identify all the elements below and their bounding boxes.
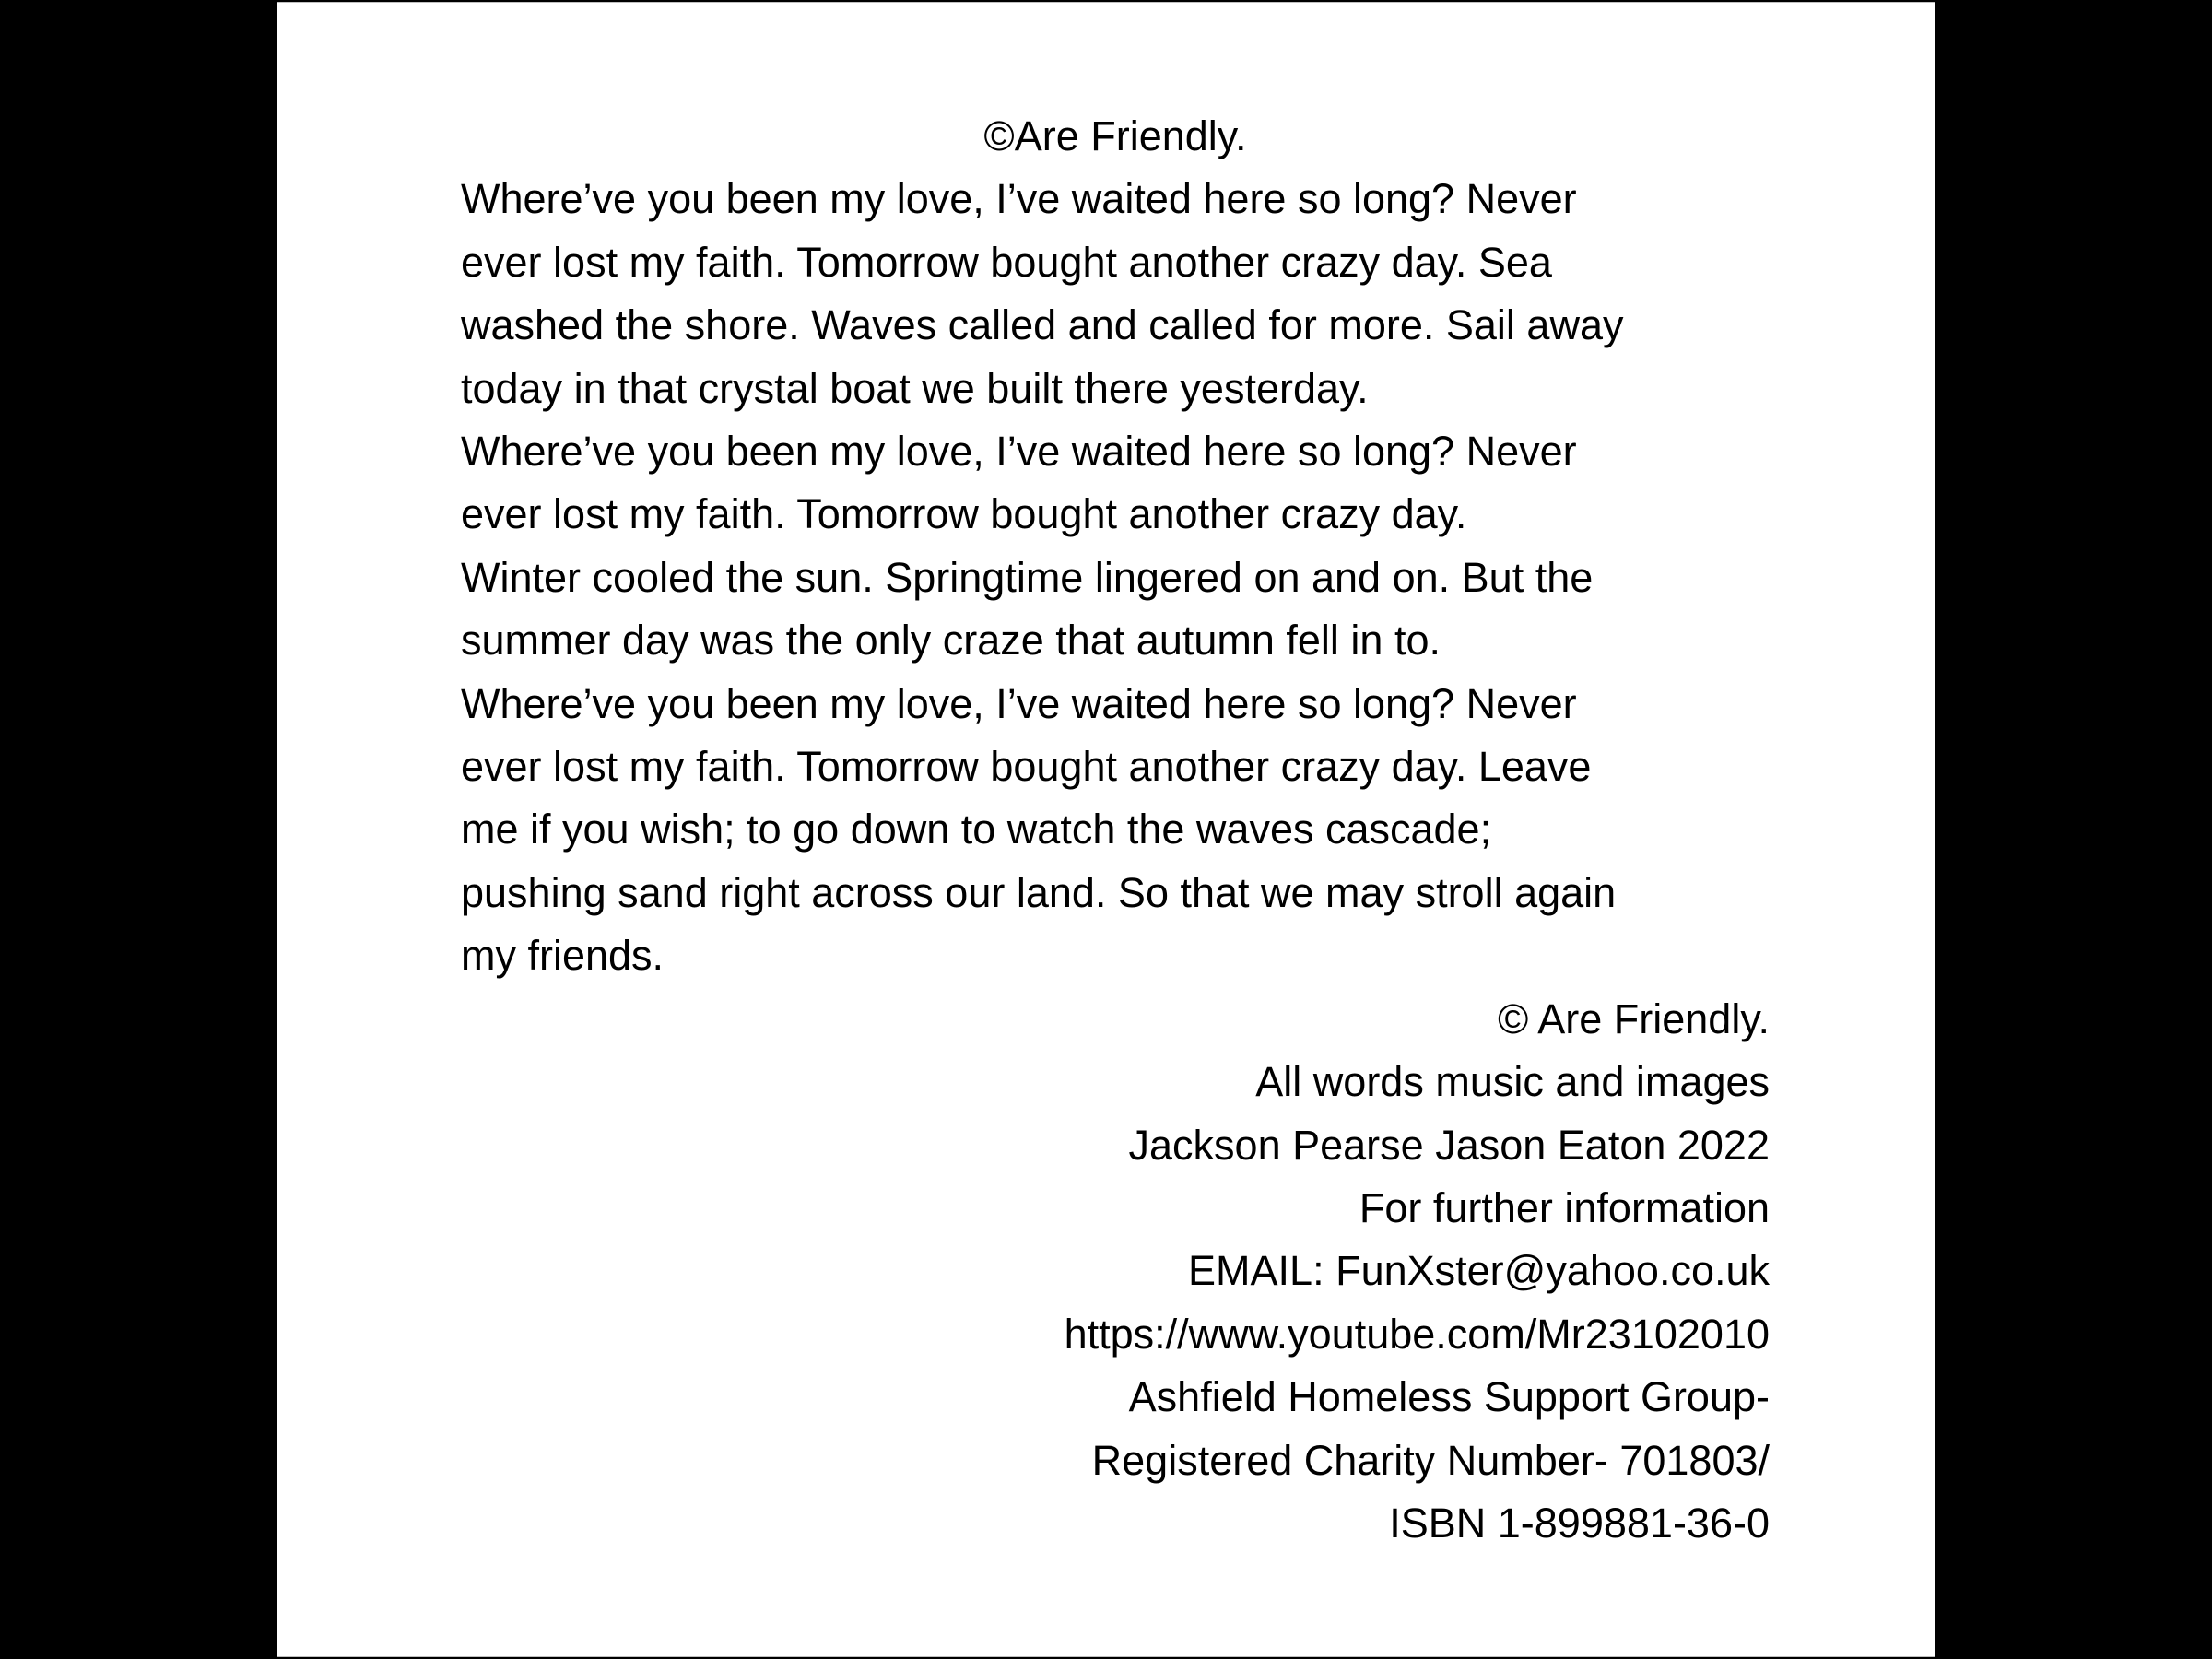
credit-copyright: © Are Friendly. — [1498, 994, 1770, 1042]
lyrics-block — [461, 168, 1770, 987]
lyric-line: today in that crystal boat we built there yesterday. — [461, 364, 1369, 412]
lyric-line: Where’ve you been my love, I’ve waited here so long? Never — [461, 175, 1577, 223]
lyric-line: my friends. — [461, 932, 665, 980]
credit-line: All words music and images — [1255, 1058, 1770, 1106]
lyric-line: pushing sand right across our land. So that we may stroll again — [461, 868, 1617, 916]
lyric-line: ever lost my faith. Tomorrow bought another crazy day. — [461, 490, 1467, 538]
lyric-line: Where’ve you been my love, I’ve waited here so long? Never — [461, 428, 1577, 476]
document-body — [461, 105, 1770, 1555]
credit-email: EMAIL: FunXster@yahoo.co.uk — [1188, 1247, 1770, 1295]
credits-block — [461, 988, 1770, 1556]
lyric-line: Where’ve you been my love, I’ve waited here so long? Never — [461, 679, 1577, 727]
lyric-line: washed the shore. Waves called and called for more. Sail away — [461, 301, 1624, 349]
lyric-line: ever lost my faith. Tomorrow bought another crazy day. Sea — [461, 238, 1552, 286]
credit-line: For further information — [1359, 1183, 1770, 1231]
document-title: ©Are Friendly. — [983, 112, 1247, 159]
document-page — [276, 2, 1936, 1657]
credit-author: Jackson Pearse Jason Eaton 2022 — [1128, 1121, 1770, 1169]
lyric-line: Winter cooled the sun. Springtime lingered on and on. But the — [461, 553, 1594, 601]
credit-youtube-url: https://www.youtube.com/Mr23102010 — [1064, 1310, 1770, 1358]
lyric-line: ever lost my faith. Tomorrow bought another crazy day. Leave — [461, 743, 1592, 791]
credit-charity-number: Registered Charity Number- 701803/ — [1091, 1436, 1770, 1484]
credit-charity: Ashfield Homeless Support Group- — [1128, 1373, 1770, 1421]
lyric-line: summer day was the only craze that autumn fell in to. — [461, 617, 1441, 665]
lyric-line: me if you wish; to go down to watch the waves cascade; — [461, 806, 1492, 853]
credit-isbn: ISBN 1-899881-36-0 — [1389, 1499, 1770, 1547]
